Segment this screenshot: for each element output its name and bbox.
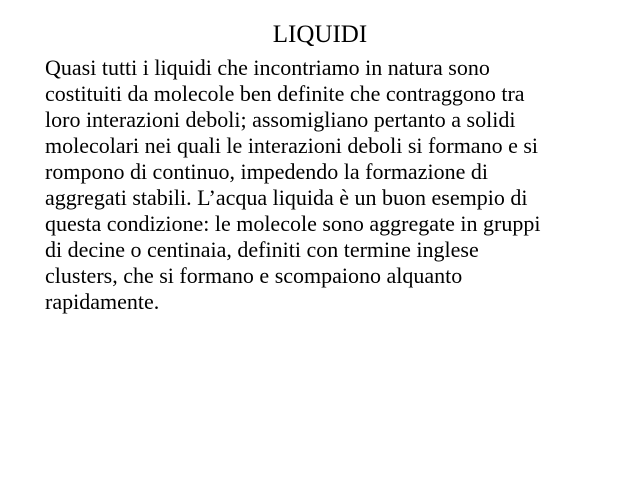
body-line: aggregati stabili. L’acqua liquida è un buon esempio di — [45, 185, 528, 210]
body-line: rapidamente. — [45, 289, 160, 314]
body-line: clusters, che si formano e scompaiono alquanto — [45, 263, 463, 288]
body-line: costituiti da molecole ben definite che contraggono tra — [45, 81, 525, 106]
body-line: molecolari nei quali le interazioni deboli si formano e si — [45, 133, 539, 158]
body-line: loro interazioni deboli; assomigliano pertanto a solidi — [45, 107, 516, 132]
body-line: di decine o centinaia, definiti con termine inglese — [45, 237, 479, 262]
body-line: rompono di continuo, impedendo la formazione di — [45, 159, 488, 184]
body-line: Quasi tutti i liquidi che incontriamo in natura sono — [45, 55, 490, 80]
slide-body — [45, 55, 605, 315]
slide-title: LIQUIDI — [272, 21, 368, 48]
body-line: questa condizione: le molecole sono aggregate in gruppi — [45, 211, 541, 236]
